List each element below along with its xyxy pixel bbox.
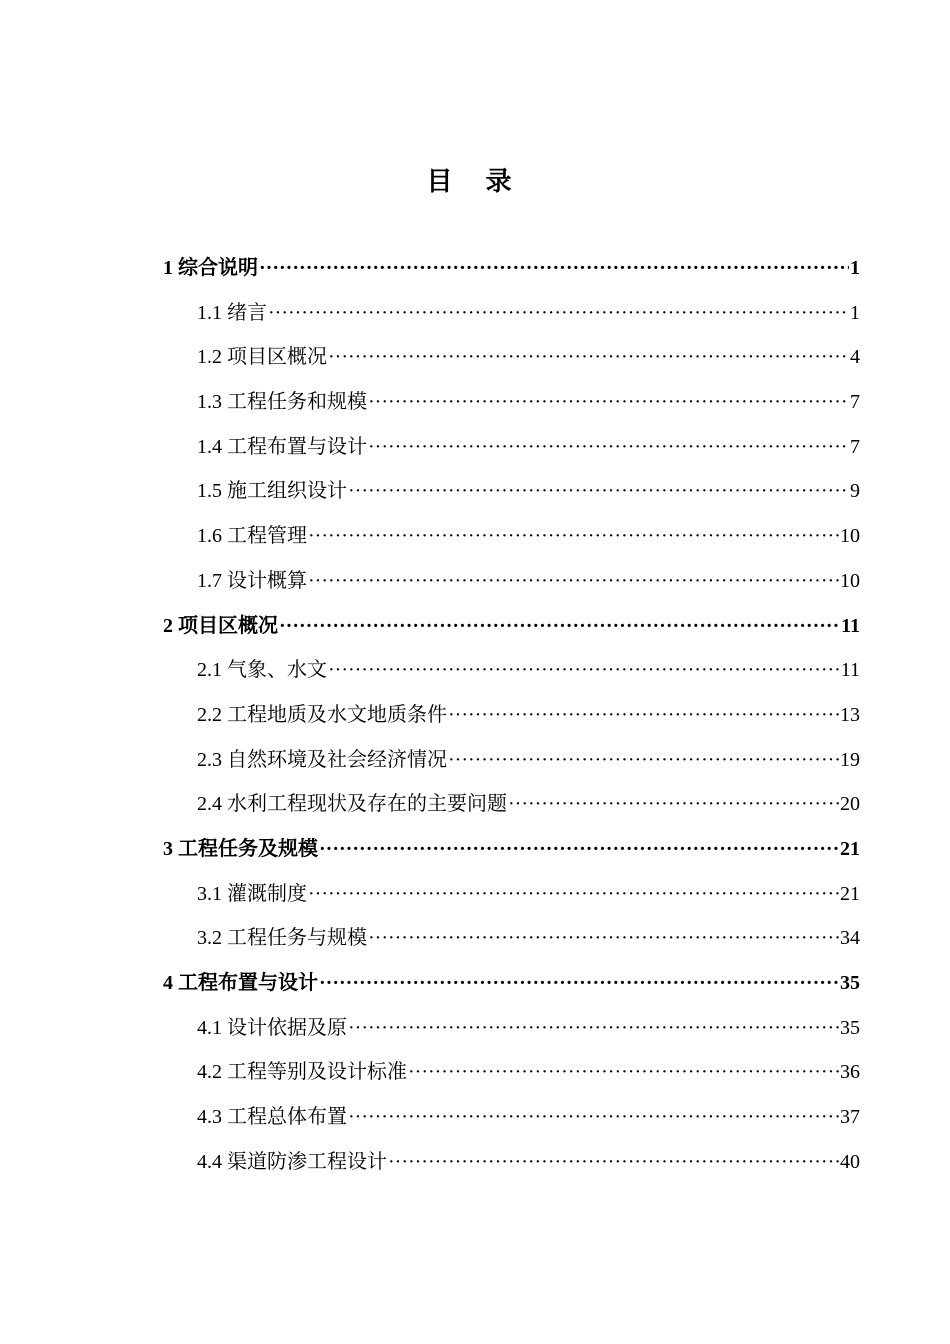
dot-leader [368, 916, 839, 961]
toc-entry[interactable] [163, 782, 860, 827]
toc-entry[interactable] [163, 335, 860, 380]
toc-entry-label: 4.1 设计依据及原 [197, 1016, 347, 1039]
toc-entry-page: 21 [840, 882, 860, 905]
toc-entry[interactable] [163, 648, 860, 693]
toc-entry-page: 34 [840, 927, 860, 950]
dot-leader [328, 648, 840, 693]
toc-entry[interactable] [163, 738, 860, 783]
toc-title: 目 录 [426, 167, 524, 197]
toc-entry-page: 35 [840, 972, 860, 994]
toc-entry-page: 37 [840, 1106, 860, 1129]
toc-entry[interactable] [163, 1095, 860, 1140]
toc-entry-page: 13 [840, 703, 860, 726]
dot-leader [308, 872, 839, 917]
toc-entry-label: 4.4 渠道防渗工程设计 [197, 1150, 387, 1173]
toc-entry-label: 2 项目区概况 [163, 614, 278, 637]
toc-entry[interactable] [163, 916, 860, 961]
dot-leader [368, 380, 849, 425]
toc-entry-label: 1.3 工程任务和规模 [197, 391, 367, 414]
toc-entry-label: 1.5 施工组织设计 [197, 480, 347, 503]
toc-entry[interactable] [163, 1050, 860, 1095]
toc-entry-label: 3 工程任务及规模 [163, 837, 318, 860]
toc-entry-page: 11 [840, 659, 860, 682]
toc-entry-page: 20 [840, 793, 860, 816]
dot-leader [308, 514, 839, 559]
toc-entry[interactable] [163, 827, 860, 872]
dot-leader [319, 961, 839, 1006]
toc-entry-page: 21 [840, 837, 860, 860]
toc-entry-label: 4 工程布置与设计 [163, 972, 318, 994]
dot-leader [508, 782, 839, 827]
toc-entry-label: 2.1 气象、水文 [197, 659, 327, 682]
dot-leader [388, 1140, 839, 1185]
toc-entry-label: 1.2 项目区概况 [197, 346, 327, 369]
dot-leader [259, 246, 849, 291]
toc-entry-page: 1 [850, 301, 860, 324]
toc-entry-label: 2.4 水利工程现状及存在的主要问题 [197, 793, 507, 816]
toc-entry-label: 1 综合说明 [163, 257, 258, 279]
dot-leader [448, 693, 839, 738]
toc-entry[interactable] [163, 872, 860, 917]
toc-entry-page: 36 [840, 1061, 860, 1084]
dot-leader [328, 335, 849, 380]
toc-entry-page: 4 [850, 346, 860, 369]
toc-entry-label: 1.1 绪言 [197, 301, 267, 324]
toc-entry-page: 11 [841, 614, 860, 637]
toc-entry-page: 19 [840, 748, 860, 771]
toc-entry[interactable] [163, 559, 860, 604]
dot-leader [348, 1095, 839, 1140]
toc-entry[interactable] [163, 693, 860, 738]
toc-entry[interactable] [163, 469, 860, 514]
toc-entry-label: 2.3 自然环境及社会经济情况 [197, 748, 447, 771]
toc-entry[interactable] [163, 425, 860, 470]
dot-leader [448, 738, 839, 783]
toc-entry-page: 35 [840, 1016, 860, 1039]
toc-entry-page: 9 [850, 480, 860, 503]
toc-entry-page: 1 [850, 257, 860, 279]
toc-entry[interactable] [163, 604, 860, 649]
toc-entry-label: 3.2 工程任务与规模 [197, 927, 367, 950]
dot-leader [348, 1006, 839, 1051]
toc-entry-page: 10 [840, 525, 860, 548]
toc-entry[interactable] [163, 1140, 860, 1185]
toc-entry[interactable] [163, 1006, 860, 1051]
toc-entry-page: 40 [840, 1150, 860, 1173]
toc-entry[interactable] [163, 514, 860, 559]
toc-entry[interactable] [163, 380, 860, 425]
toc-entry[interactable] [163, 961, 860, 1006]
toc-entry-label: 1.7 设计概算 [197, 569, 307, 592]
table-of-contents [163, 246, 860, 1184]
toc-entry-label: 1.6 工程管理 [197, 525, 307, 548]
toc-entry[interactable] [163, 246, 860, 291]
dot-leader [268, 291, 849, 336]
toc-entry-label: 4.3 工程总体布置 [197, 1106, 347, 1129]
dot-leader [408, 1050, 839, 1095]
toc-entry-page: 7 [850, 391, 860, 414]
toc-entry-label: 1.4 工程布置与设计 [197, 435, 367, 458]
toc-entry-label: 2.2 工程地质及水文地质条件 [197, 703, 447, 726]
dot-leader [368, 425, 849, 470]
toc-entry-label: 4.2 工程等别及设计标准 [197, 1061, 407, 1084]
dot-leader [308, 559, 839, 604]
toc-entry-page: 7 [850, 435, 860, 458]
toc-entry-label: 3.1 灌溉制度 [197, 882, 307, 905]
dot-leader [279, 604, 840, 649]
toc-entry[interactable] [163, 291, 860, 336]
toc-entry-page: 10 [840, 569, 860, 592]
dot-leader [319, 827, 839, 872]
dot-leader [348, 469, 849, 514]
